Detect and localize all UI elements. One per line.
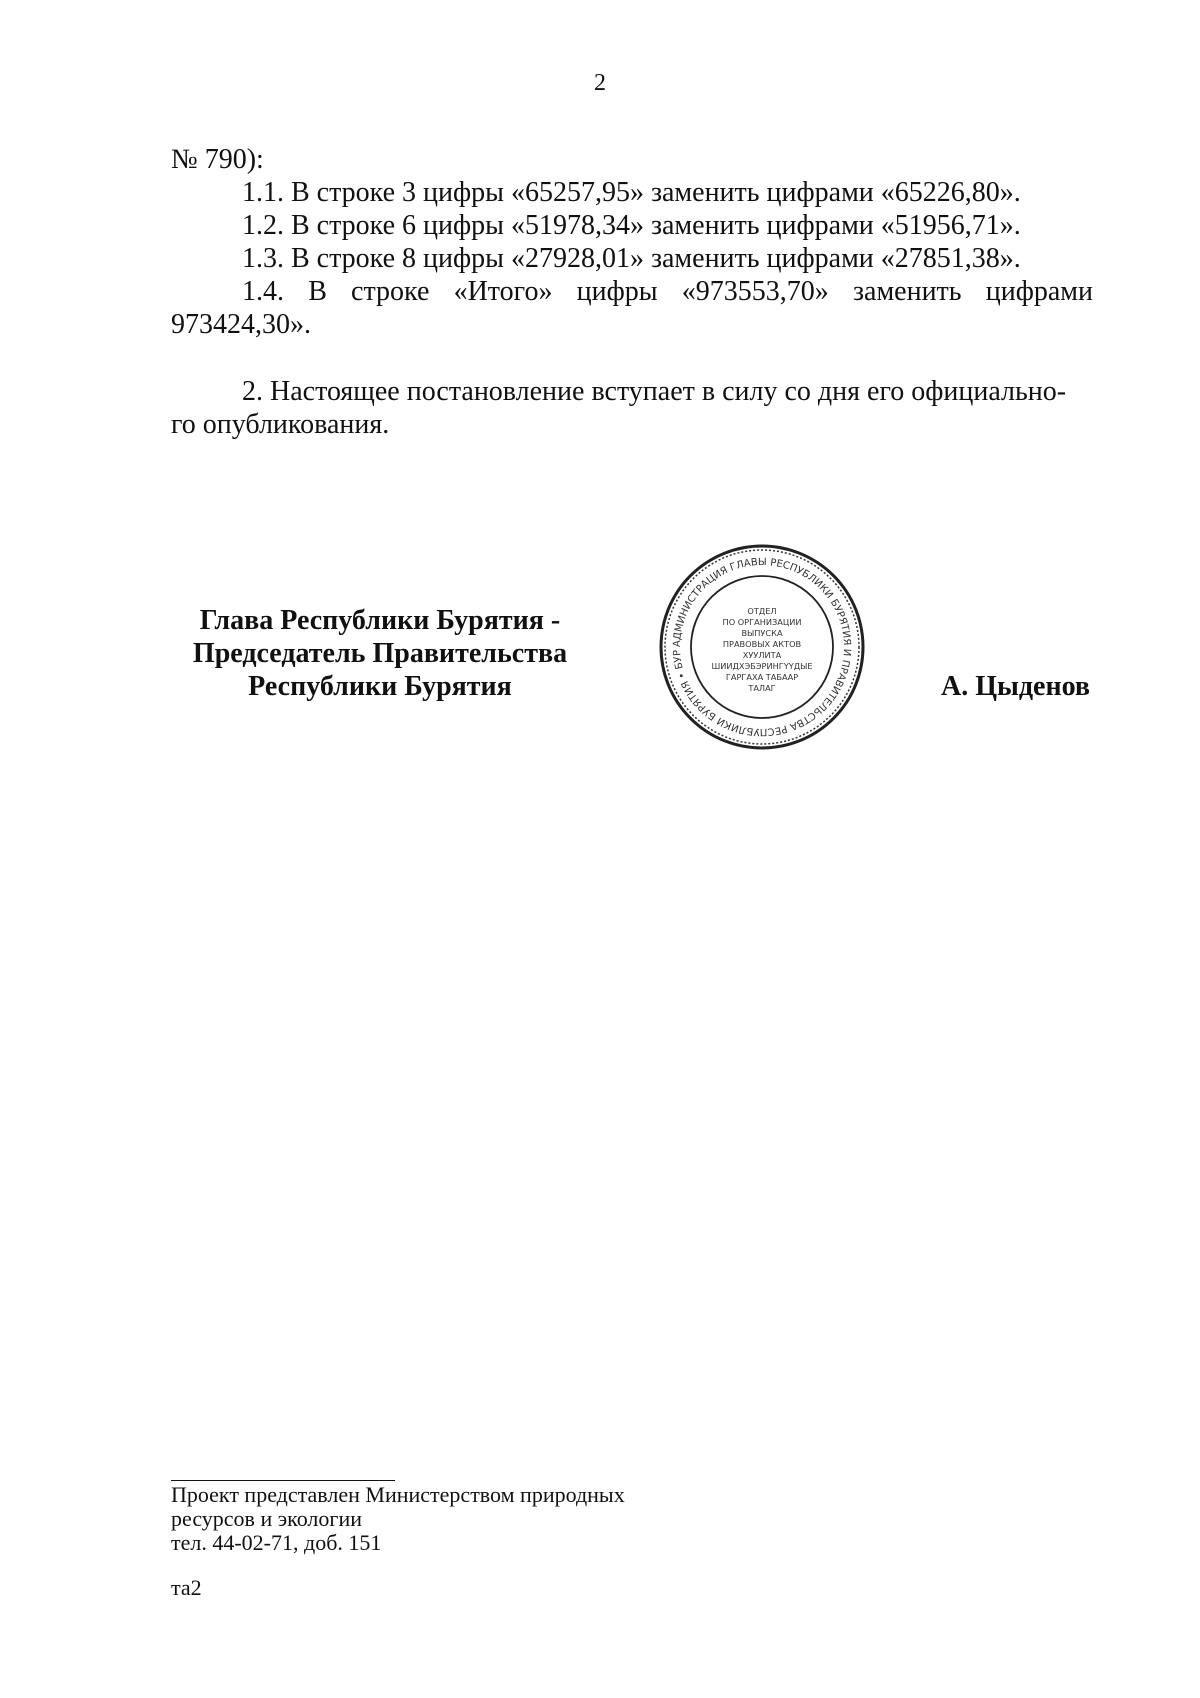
document-code: та2 [171,1575,202,1600]
text-line: 1.4. В строке «Итого» цифры «973553,70» заменить цифрами [242,276,1093,307]
signatory-title-line: Республики Бурятия [248,671,512,702]
seal-center-text: ХУУЛИТА [742,650,782,660]
official-seal [657,542,867,752]
page-number: 2 [594,70,606,96]
footnote-line: ресурсов и экологии [171,1506,362,1531]
seal-center-text: ГАРГАХА ТАБААР [725,672,799,682]
seal-center-text: ТАЛАГ [748,683,776,693]
effective-date-paragraph [171,375,1093,441]
seal-center-text: ПРАВОВЫХ АКТОВ [722,639,802,649]
signatory-title [150,604,610,703]
signatory-title-line: Председатель Правительства [192,638,568,669]
footnote-line: Проект представлен Министерством природных [171,1482,625,1507]
text-line: 1.2. В строке 6 цифры «51978,34» заменить цифрами «51956,71». [242,210,1021,241]
seal-graphic [657,542,867,752]
seal-center-text: ВЫПУСКА [741,628,783,638]
seal-center-text: ОТДЕЛ [747,606,777,616]
text-line: 1.1. В строке 3 цифры «65257,95» заменить цифрами «65226,80». [242,177,1021,208]
text-line: № 790): [171,144,264,175]
footnote-divider [171,1480,395,1481]
signatory-title-line: Глава Республики Бурятия - [199,605,561,636]
footnote [171,1483,625,1555]
amendment-paragraph [171,143,1093,341]
text-line: го опубликования. [171,409,390,440]
seal-ring-text: АДМИНИСТРАЦИЯ ГЛАВЫ РЕСПУБЛИКИ БУРЯТИЯ И ПРАВИТЕЛЬСТВА РЕСПУБЛИКИ БУРЯТИЯ • БУР [671,556,853,738]
text-line: 973424,30». [171,309,311,340]
text-line: 2. Настоящее постановление вступает в силу со дня его официально- [242,376,1067,407]
seal-center-text: ШИИДХЭБЭРИНГҮҮДЫЕ [711,661,813,671]
signatory-name: А. Цыденов [940,671,1090,702]
text-line: 1.3. В строке 8 цифры «27928,01» заменить цифрами «27851,38». [242,243,1021,274]
footnote-line: тел. 44-02-71, доб. 151 [171,1530,382,1555]
seal-center-text: ПО ОРГАНИЗАЦИИ [722,617,802,627]
